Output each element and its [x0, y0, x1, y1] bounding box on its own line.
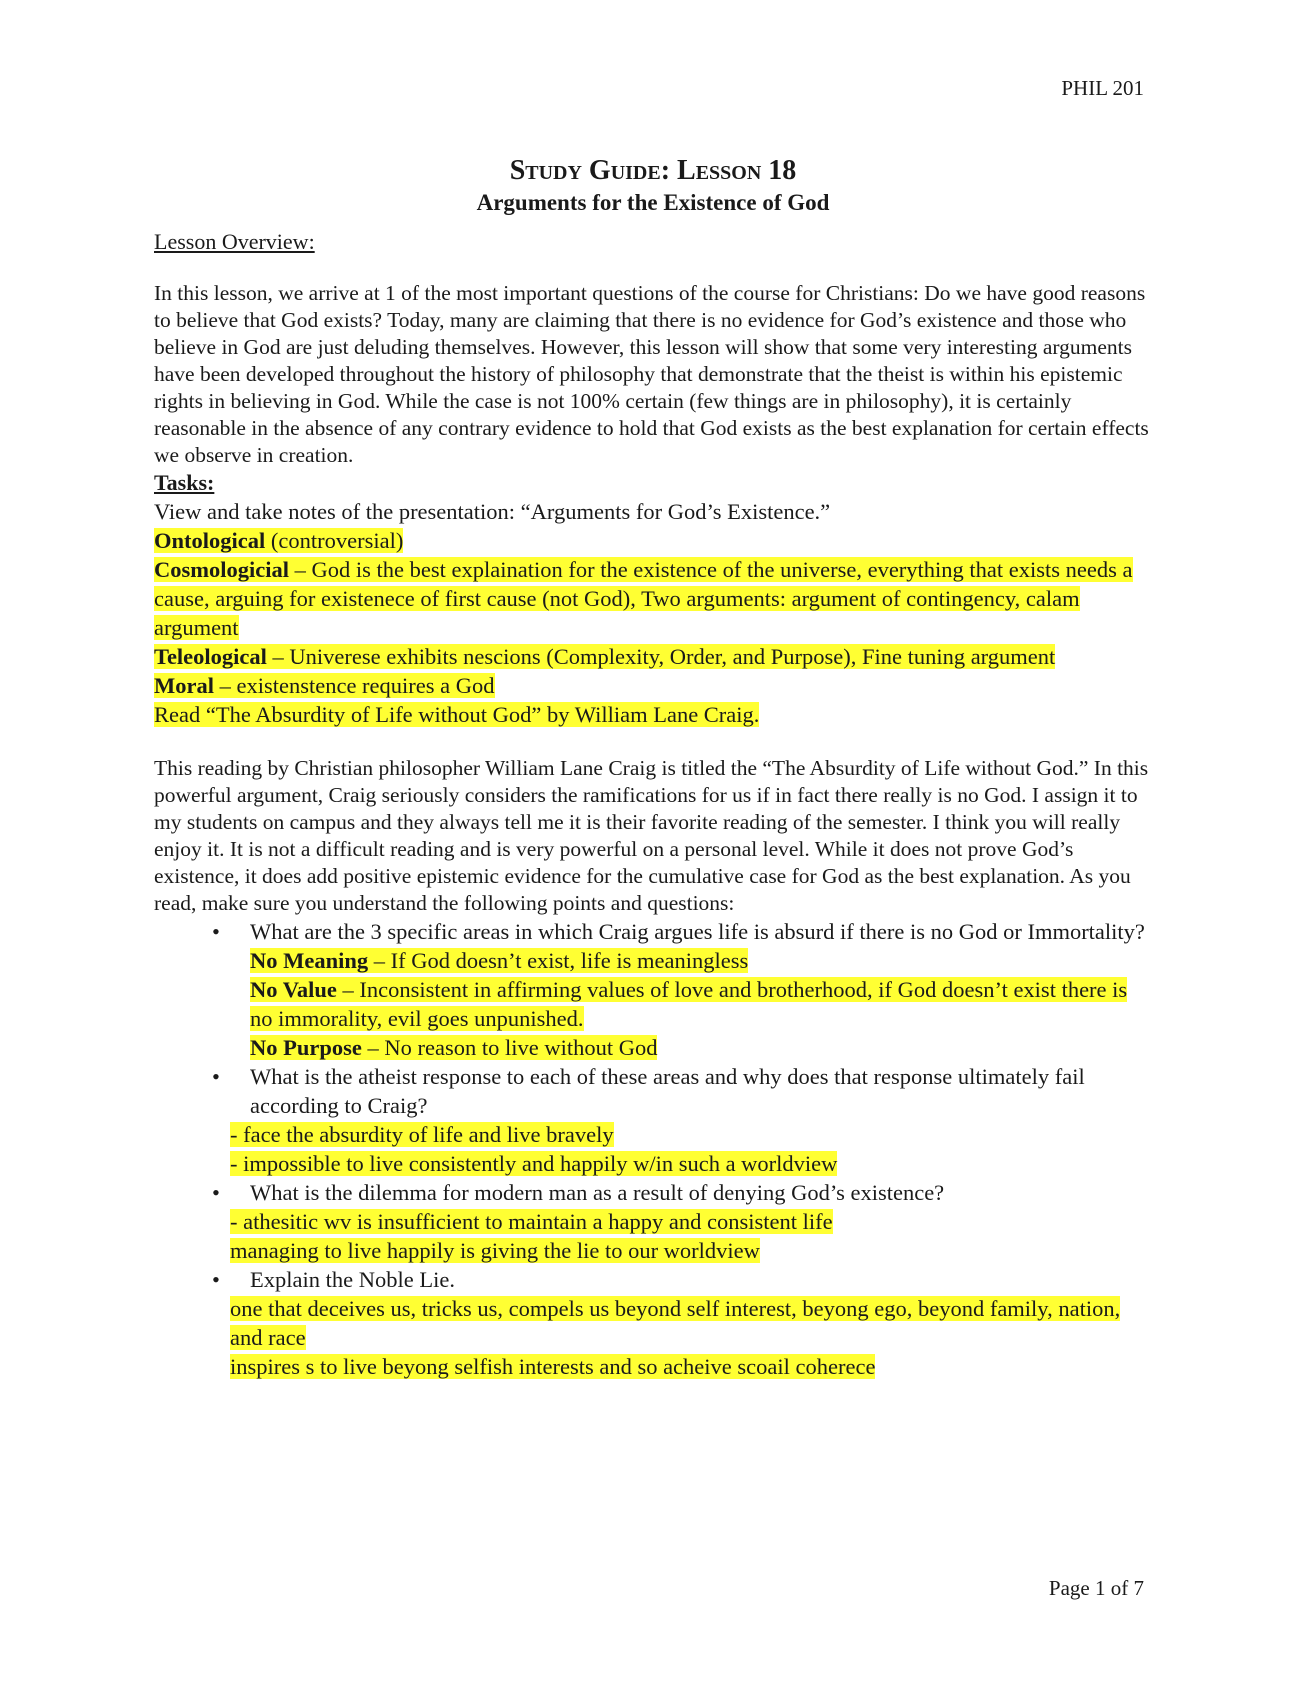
highlighted-note: Read “The Absurdity of Life without God” by William Lane Craig.	[154, 702, 760, 727]
spacer	[154, 729, 1154, 755]
title-block	[0, 154, 1306, 218]
note-term: Cosmologicial	[154, 557, 289, 582]
highlighted-answer: - impossible to live consistently and happily w/in such a worldview	[230, 1151, 838, 1176]
page-title: Study Guide: Lesson 18	[509, 155, 797, 186]
document-body	[154, 228, 1154, 1381]
highlighted-answer: - athesitic wv is insufficient to maintain a happy and consistent life	[230, 1209, 833, 1234]
bullet-icon: •	[212, 1180, 220, 1205]
note-term: Teleological	[154, 644, 267, 669]
question-text: What is the dilemma for modern man as a result of denying God’s existence?	[250, 1180, 945, 1205]
page-number: Page 1 of 7	[1048, 1576, 1144, 1600]
tasks-intro: View and take notes of the presentation: “Arguments for God’s Existence.”	[154, 499, 831, 524]
answer-term: No Meaning	[250, 948, 369, 973]
answer-text: – If God doesn’t exist, life is meaningless	[368, 948, 749, 973]
argument-note-ontological	[154, 526, 1154, 555]
answer-line	[250, 946, 1154, 975]
highlighted-note	[154, 673, 495, 698]
answer-line	[230, 1207, 1154, 1236]
question-text: What is the atheist response to each of these areas and why does that response ultimately fail according to Craig?	[250, 1064, 1085, 1118]
overview-paragraph: In this lesson, we arrive at 1 of the most important questions of the course for Christians: Do we have good reasons to believe that God exists? Today, many are claiming that there is no evidence for God’s existence and those who believe in God are just deluding themselves. However, this lesson will show that some very interesting arguments have been developed throughout the history of philosophy that demonstrate that the theist is within his epistemic rights in believing in God. While the case is not 100% certain (few things are in philosophy), it is certainly reasonable in the absence of any contrary evidence to hold that God exists as the best explanation for certain effects we observe in creation.	[154, 281, 1149, 467]
highlighted-answer	[250, 977, 1127, 1031]
argument-note-teleological	[154, 642, 1154, 671]
answer-line	[230, 1120, 1154, 1149]
answer-line	[230, 1294, 1154, 1352]
question-list	[154, 1265, 1154, 1294]
highlighted-note	[154, 528, 403, 553]
highlighted-answer	[250, 1035, 657, 1060]
highlighted-note	[154, 644, 1055, 669]
reading-paragraph: This reading by Christian philosopher William Lane Craig is titled the “The Absurdity of Life without God.” In this powerful argument, Craig seriously considers the ramifications for us if in fact there really is no God. I assign it to my students on campus and they always tell me it is their favorite reading of the semester. I think you will really enjoy it. It is not a difficult reading and is very powerful on a personal level. While it does not prove God’s existence, it does add positive epistemic evidence for the cumulative case for God as the best explanation. As you read, make sure you understand the following points and questions:	[154, 756, 1149, 915]
question-list	[154, 1178, 1154, 1207]
highlighted-note	[154, 557, 1133, 640]
answer-line	[230, 1352, 1154, 1381]
answer-term: No Value	[250, 977, 337, 1002]
course-code: PHIL 201	[1061, 76, 1144, 100]
answer-line	[230, 1236, 1154, 1265]
question-item	[154, 917, 1154, 946]
note-text: – God is the best explaination for the existence of the universe, everything that exists needs a cause, arguing for existenece of first cause (not God), Two arguments: argument of contingency, calam argument	[154, 557, 1133, 640]
note-term: Moral	[154, 673, 214, 698]
answer-text: – Inconsistent in affirming values of love and brotherhood, if God doesn’t exist there is no immorality, evil goes unpunished.	[250, 977, 1128, 1031]
tasks-heading: Tasks:	[154, 470, 215, 495]
question-item	[154, 1178, 1154, 1207]
answer-text: – No reason to live without God	[361, 1035, 658, 1060]
reading-task	[154, 700, 1154, 729]
question-list	[154, 917, 1154, 946]
answer-line	[230, 1149, 1154, 1178]
argument-note-moral	[154, 671, 1154, 700]
bullet-icon: •	[212, 1064, 220, 1089]
answer-line	[250, 975, 1154, 1033]
highlighted-answer: inspires s to live beyong selfish interests and so acheive scoail coherece	[230, 1354, 876, 1379]
bullet-icon: •	[212, 1267, 220, 1292]
question-item	[154, 1265, 1154, 1294]
highlighted-answer: - face the absurdity of life and live bravely	[230, 1122, 614, 1147]
note-text: – existenstence requires a God	[213, 673, 495, 698]
question-item	[154, 1062, 1154, 1120]
page-subtitle: Arguments for the Existence of God	[476, 190, 830, 215]
note-text: – Univerese exhibits nescions (Complexity, Order, and Purpose), Fine tuning argument	[266, 644, 1056, 669]
highlighted-answer: managing to live happily is giving the lie to our worldview	[230, 1238, 760, 1263]
answer-term: No Purpose	[250, 1035, 362, 1060]
note-text: (controversial)	[265, 528, 404, 553]
overview-heading: Lesson Overview:	[154, 229, 315, 254]
note-term: Ontological	[154, 528, 266, 553]
argument-note-cosmological	[154, 555, 1154, 642]
question-text: Explain the Noble Lie.	[250, 1267, 455, 1292]
highlighted-answer	[250, 948, 748, 973]
highlighted-answer: one that deceives us, tricks us, compels us beyond self interest, beyong ego, beyond family, nation, and race	[230, 1296, 1121, 1350]
bullet-icon: •	[212, 919, 220, 944]
question-text: What are the 3 specific areas in which Craig argues life is absurd if there is no God or Immortality?	[250, 919, 1145, 944]
question-list	[154, 1062, 1154, 1120]
answer-line	[250, 1033, 1154, 1062]
